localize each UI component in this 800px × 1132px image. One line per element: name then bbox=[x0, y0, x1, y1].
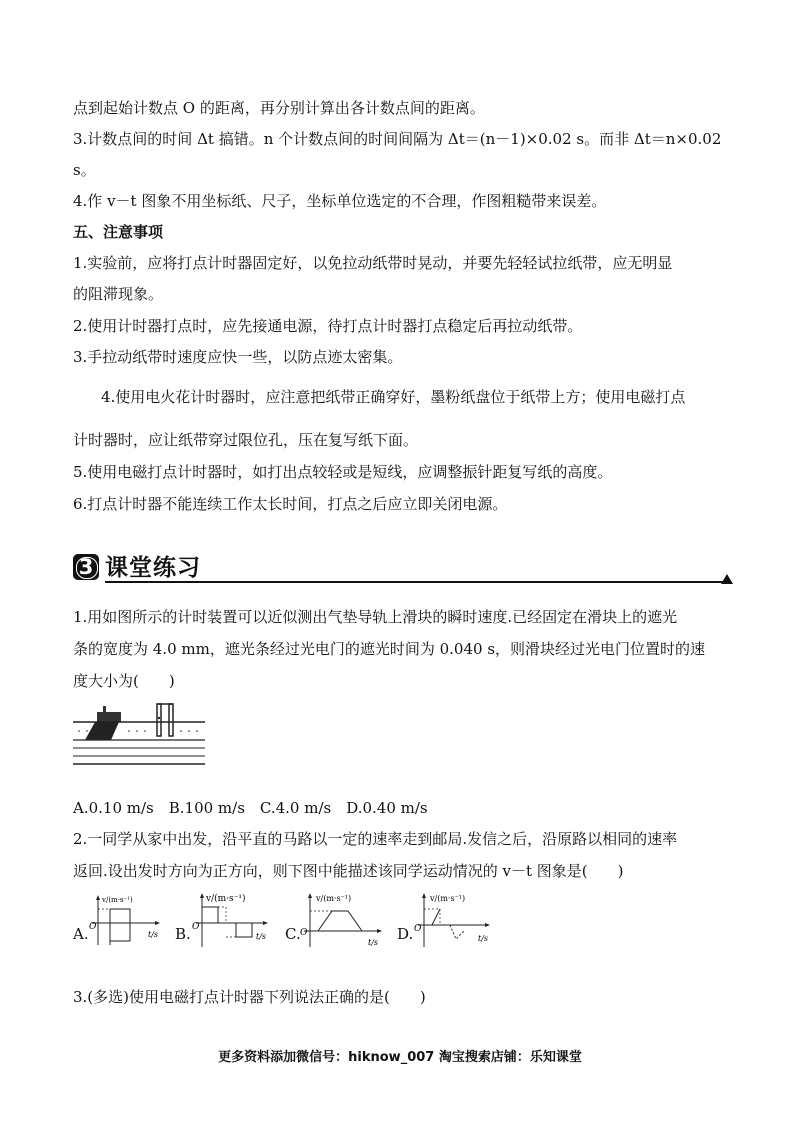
slider-top bbox=[97, 712, 121, 722]
x-axis-label: t/s bbox=[256, 932, 267, 941]
text-line: 5.使用电磁打点计时器时，如打出点较轻或是短线，应调整振针距复写纸的高度。 bbox=[73, 463, 613, 481]
origin-label: O bbox=[192, 922, 200, 932]
option-b-label: B. bbox=[175, 925, 191, 943]
origin-label: O bbox=[89, 922, 97, 932]
slider-block bbox=[85, 722, 119, 740]
text-line: 3.手拉动纸带时速度应快一些，以防点迹太密集。 bbox=[73, 348, 403, 366]
graph-c bbox=[300, 891, 384, 951]
photogate-post-left bbox=[157, 704, 161, 736]
option-c-label: C. bbox=[285, 925, 301, 943]
y-axis-label: v/(m·s⁻¹) bbox=[430, 894, 466, 903]
section-rule bbox=[105, 581, 727, 583]
question-1-line: 条的宽度为 4.0 mm，遮光条经过光电门的遮光时间为 0.040 s，则滑块经过光电门位置时的速 bbox=[73, 640, 706, 658]
question-1-options: A.0.10 m/s B.100 m/s C.4.0 m/s D.0.40 m/s bbox=[73, 799, 428, 817]
photogate-post-right bbox=[169, 704, 173, 736]
y-axis-label: v/(m·s⁻¹) bbox=[206, 894, 246, 904]
question-1-line: 度大小为( ) bbox=[73, 672, 175, 690]
y-axis-label: v/(m·s⁻¹) bbox=[102, 896, 133, 904]
question-2-line: 2.一同学从家中出发，沿平直的马路以一定的速率走到邮局.发信之后，沿原路以相同的速率 bbox=[73, 830, 678, 848]
text-line: 1.实验前，应将打点计时器固定好，以免拉动纸带时晃动，并要先轻轻试拉纸带，应无明显 bbox=[73, 254, 673, 272]
question-1-line: 1.用如图所示的计时装置可以近似测出气垫导轨上滑块的瞬时速度.已经固定在滑块上的遮光 bbox=[73, 608, 678, 626]
text-line: 6.打点计时器不能连续工作太长时间，打点之后应立即关闭电源。 bbox=[73, 495, 508, 513]
text-line: 点到起始计数点 O 的距离，再分别计算出各计数点间的距离。 bbox=[73, 99, 485, 117]
text-line: 计时器时，应让纸带穿过限位孔，压在复写纸下面。 bbox=[73, 431, 419, 449]
origin-label: O bbox=[414, 924, 422, 934]
x-axis-label: t/s bbox=[478, 934, 489, 943]
text-line: 3.计数点间的时间 Δt 搞错。n 个计数点间的时间间隔为 Δt＝(n－1)×0.02 s。而非 Δt＝n×0.02 bbox=[73, 130, 722, 148]
x-axis-label: t/s bbox=[368, 938, 379, 947]
air-track-figure bbox=[73, 700, 205, 772]
graph-d bbox=[412, 891, 494, 951]
option-a-label: A. bbox=[73, 925, 89, 943]
graph-a bbox=[88, 893, 164, 951]
text-line: s。 bbox=[73, 161, 96, 179]
section-heading: 五、注意事项 bbox=[73, 223, 164, 241]
triangle-marker-icon bbox=[721, 574, 733, 584]
origin-label: O bbox=[300, 928, 308, 938]
question-3-line: 3.(多选)使用电磁打点计时器下列说法正确的是( ) bbox=[73, 988, 426, 1006]
shading-strip bbox=[103, 706, 106, 713]
section-header bbox=[73, 552, 733, 588]
text-line: 的阻滞现象。 bbox=[73, 285, 164, 303]
graph-b bbox=[190, 891, 272, 951]
section-number-badge bbox=[73, 554, 99, 580]
badge-ring bbox=[76, 557, 98, 579]
text-line: 4.作 v－t 图象不用坐标纸、尺子，坐标单位选定的不合理，作图粗糙带来误差。 bbox=[73, 192, 607, 210]
section-title: 课堂练习 bbox=[105, 555, 201, 581]
x-axis-label: t/s bbox=[148, 930, 159, 939]
y-axis-label: v/(m·s⁻¹) bbox=[316, 894, 352, 903]
footer-note: 更多资料添加微信号：hiknow_007 淘宝搜索店铺：乐知课堂 bbox=[218, 1050, 582, 1065]
question-2-line: 返回.设出发时方向为正方向，则下图中能描述该同学运动情况的 v－t 图象是( ) bbox=[73, 862, 624, 880]
section-number: 3 bbox=[78, 555, 94, 579]
option-d-label: D. bbox=[397, 925, 414, 943]
text-line: 2.使用计时器打点时，应先接通电源，待打点计时器打点稳定后再拉动纸带。 bbox=[73, 317, 583, 335]
text-line: 4.使用电火花计时器时，应注意把纸带正确穿好，墨粉纸盘位于纸带上方；使用电磁打点 bbox=[101, 388, 686, 406]
